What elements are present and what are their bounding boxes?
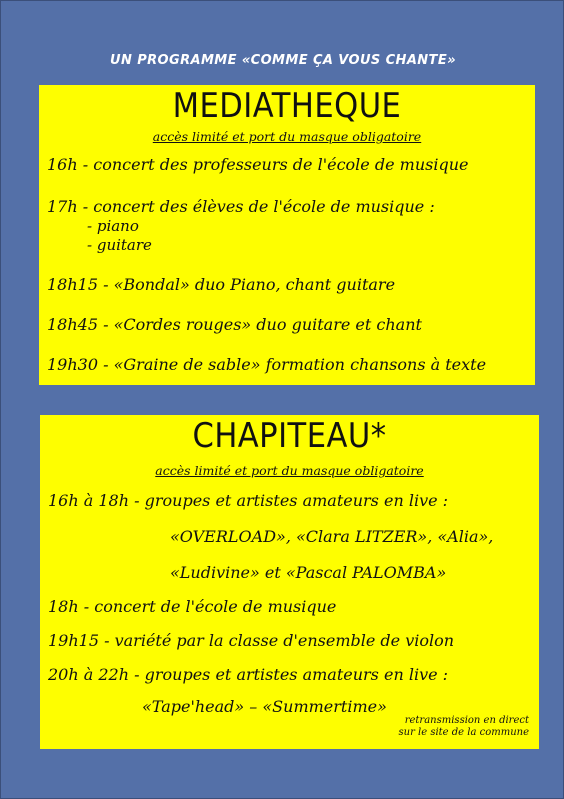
schedule-line: 20h à 22h - groupes et artistes amateurs en live : — [48, 665, 449, 684]
broadcast-note — [399, 715, 530, 738]
mediatheque-access-note: accès limité et port du masque obligatoire — [152, 129, 422, 144]
schedule-subline: - piano — [87, 217, 139, 235]
schedule-line: 16h - concert des professeurs de l'école de musique — [47, 155, 469, 174]
broadcast-note-line: retransmission en direct — [404, 715, 529, 726]
artists-line: «Tape'head» – «Summertime» — [142, 697, 387, 716]
artists-line: «Ludivine» et «Pascal PALOMBA» — [170, 563, 447, 582]
mediatheque-title: MEDIATHEQUE — [172, 86, 402, 126]
broadcast-note-line: sur le site de la commune — [398, 726, 529, 738]
chapiteau-access-note: accès limité et port du masque obligatoire — [155, 463, 424, 478]
schedule-subline: - guitare — [87, 236, 152, 254]
chapiteau-panel — [40, 415, 539, 749]
chapiteau-title: CHAPITEAU* — [192, 416, 387, 456]
program-header: UN PROGRAMME «COMME ÇA VOUS CHANTE» — [110, 53, 456, 68]
schedule-line: 17h - concert des élèves de l'école de musique : — [47, 197, 435, 216]
mediatheque-panel — [39, 85, 535, 385]
schedule-line: 19h15 - variété par la classe d'ensemble de violon — [48, 631, 455, 650]
schedule-line: 18h15 - «Bondal» duo Piano, chant guitare — [47, 275, 396, 294]
schedule-line: 16h à 18h - groupes et artistes amateurs en live : — [48, 491, 449, 510]
schedule-line: 18h - concert de l'école de musique — [48, 597, 337, 616]
schedule-line: 19h30 - «Graine de sable» formation chansons à texte — [47, 355, 487, 374]
artists-line: «OVERLOAD», «Clara LITZER», «Alia», — [170, 527, 494, 546]
schedule-line: 18h45 - «Cordes rouges» duo guitare et chant — [47, 315, 422, 334]
